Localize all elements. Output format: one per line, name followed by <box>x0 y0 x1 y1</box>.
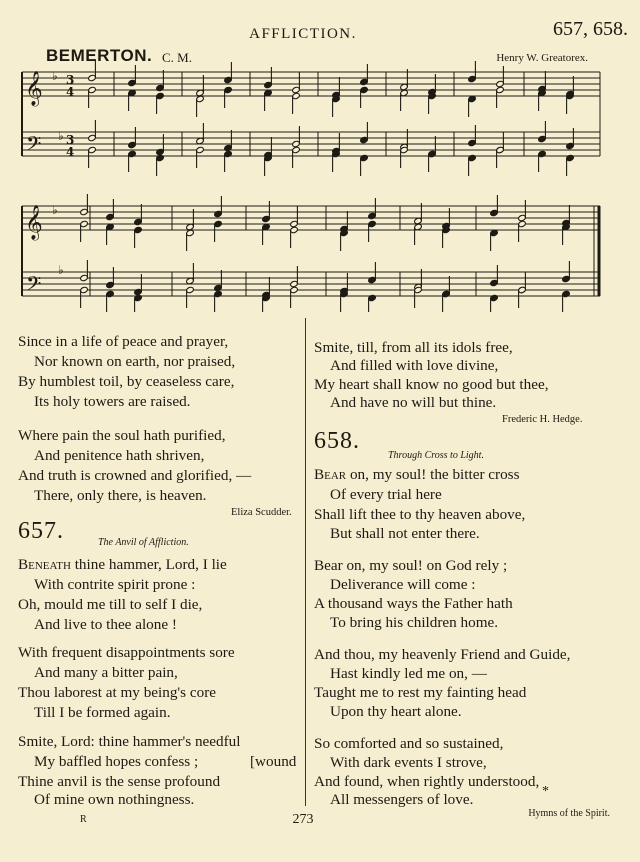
time-signature: 4 <box>66 85 75 99</box>
verse-line: And filled with love divine, <box>330 357 499 374</box>
verse-line: But shall not enter there. <box>330 525 480 542</box>
verse-line: Deliverance will come : <box>330 576 476 593</box>
key-flat-icon: ♭ <box>58 263 64 277</box>
verse-line: My heart shall know no good but thee, <box>314 376 549 393</box>
verse-line: All messengers of love. <box>330 791 474 808</box>
first-line-rest: on, my soul! the bitter cross <box>346 466 520 483</box>
verse-line: Smite, till, from all its idols free, <box>314 339 513 356</box>
verse-line: And found, when rightly understood, <box>314 773 540 790</box>
first-word: Bear <box>314 466 347 483</box>
verse-line: And many a bitter pain, <box>34 664 178 681</box>
verse-line: Oh, mould me till to self I die, <box>18 596 203 613</box>
first-line-rest: thine hammer, Lord, I lie <box>70 556 227 573</box>
tune-name: BEMERTON. <box>46 46 153 65</box>
verse-line: Since in a life of peace and prayer, <box>18 333 229 350</box>
hymn-numbers: 657, 658. <box>553 18 628 40</box>
verse-line: Smite, Lord: thine hammer's needful <box>18 733 241 750</box>
book-title: Hymns of the Spirit. <box>528 808 610 819</box>
page-number: 273 <box>292 812 314 827</box>
time-signature: 4 <box>66 145 75 159</box>
treble-clef-icon: 𝄞 <box>25 71 43 106</box>
verse-line: Bear on, my soul! on God rely ; <box>314 557 508 574</box>
verse-line: With contrite spirit prone : <box>34 576 196 593</box>
verse-line: And live to thee alone ! <box>34 616 177 633</box>
author-attribution: Eliza Scudder. <box>231 507 292 518</box>
verse-line: Of every trial here <box>330 486 442 503</box>
time-signature: 3 <box>66 73 75 87</box>
verse-line: And penitence hath shriven, <box>34 447 205 464</box>
tune-composer: Henry W. Greatorex. <box>496 52 588 64</box>
verse-line: Thou laborest at my being's core <box>18 684 217 701</box>
verse-line: Upon thy heart alone. <box>330 703 462 720</box>
verse-line: So comforted and so sustained, <box>314 735 504 752</box>
key-flat-icon: ♭ <box>52 69 58 83</box>
verse-line: And have no will but thine. <box>330 394 497 411</box>
bass-clef-icon: 𝄢 <box>26 272 42 300</box>
wrap-word: [wound <box>250 753 297 770</box>
verse-line: Hast kindly led me on, — <box>330 665 487 682</box>
hymn-title: The Anvil of Affliction. <box>98 537 189 548</box>
time-signature: 3 <box>66 133 75 147</box>
verse-line: Till I be formed again. <box>34 704 171 721</box>
verse-line: Taught me to rest my fainting head <box>314 684 527 701</box>
hymn-number: 657. <box>18 518 64 544</box>
verse-line: By humblest toil, by ceaseless care, <box>18 373 235 390</box>
music-score <box>14 60 604 312</box>
system-1-staves <box>22 72 600 156</box>
notes <box>80 60 575 312</box>
verse-line: A thousand ways the Father hath <box>314 595 513 612</box>
author-attribution: Frederic H. Hedge. <box>502 414 583 425</box>
verse-line: And thou, my heavenly Friend and Guide, <box>314 646 571 663</box>
verse-line: My baffled hopes confess ; <box>34 753 199 770</box>
verse-line: And truth is crowned and glorified, — <box>18 467 252 484</box>
bar-lines <box>90 72 524 296</box>
verse-line <box>18 555 227 575</box>
column-divider <box>305 318 306 806</box>
verse-line: Nor known on earth, nor praised, <box>34 353 236 370</box>
verse-line: To bring his children home. <box>330 614 499 631</box>
key-flat-icon: ♭ <box>52 203 58 217</box>
verse-line: There, only there, is heaven. <box>34 487 207 504</box>
verse-line: Shall lift thee to thy heaven above, <box>314 506 526 523</box>
signature-mark: R <box>80 814 87 825</box>
verse-line <box>314 465 520 485</box>
verse-line: With dark events I strove, <box>330 754 487 771</box>
verse-line: Of mine own nothingness. <box>34 791 195 808</box>
hymn-title: Through Cross to Light. <box>388 450 484 461</box>
verse-line: Thine anvil is the sense profound <box>18 773 221 790</box>
key-flat-icon: ♭ <box>58 129 64 143</box>
treble-clef-icon: 𝄞 <box>25 205 43 240</box>
verse-line: Its holy towers are raised. <box>34 393 191 410</box>
first-word: Beneath <box>18 556 71 573</box>
section-title: AFFLICTION. <box>249 26 357 42</box>
hymn-number: 658. <box>314 428 360 454</box>
verse-line: Where pain the soul hath purified, <box>18 427 226 444</box>
bass-clef-icon: 𝄢 <box>26 132 42 160</box>
tune-meter: C. M. <box>162 50 192 65</box>
verse-line: With frequent disappointments sore <box>18 644 235 661</box>
star-icon: * <box>542 784 549 799</box>
